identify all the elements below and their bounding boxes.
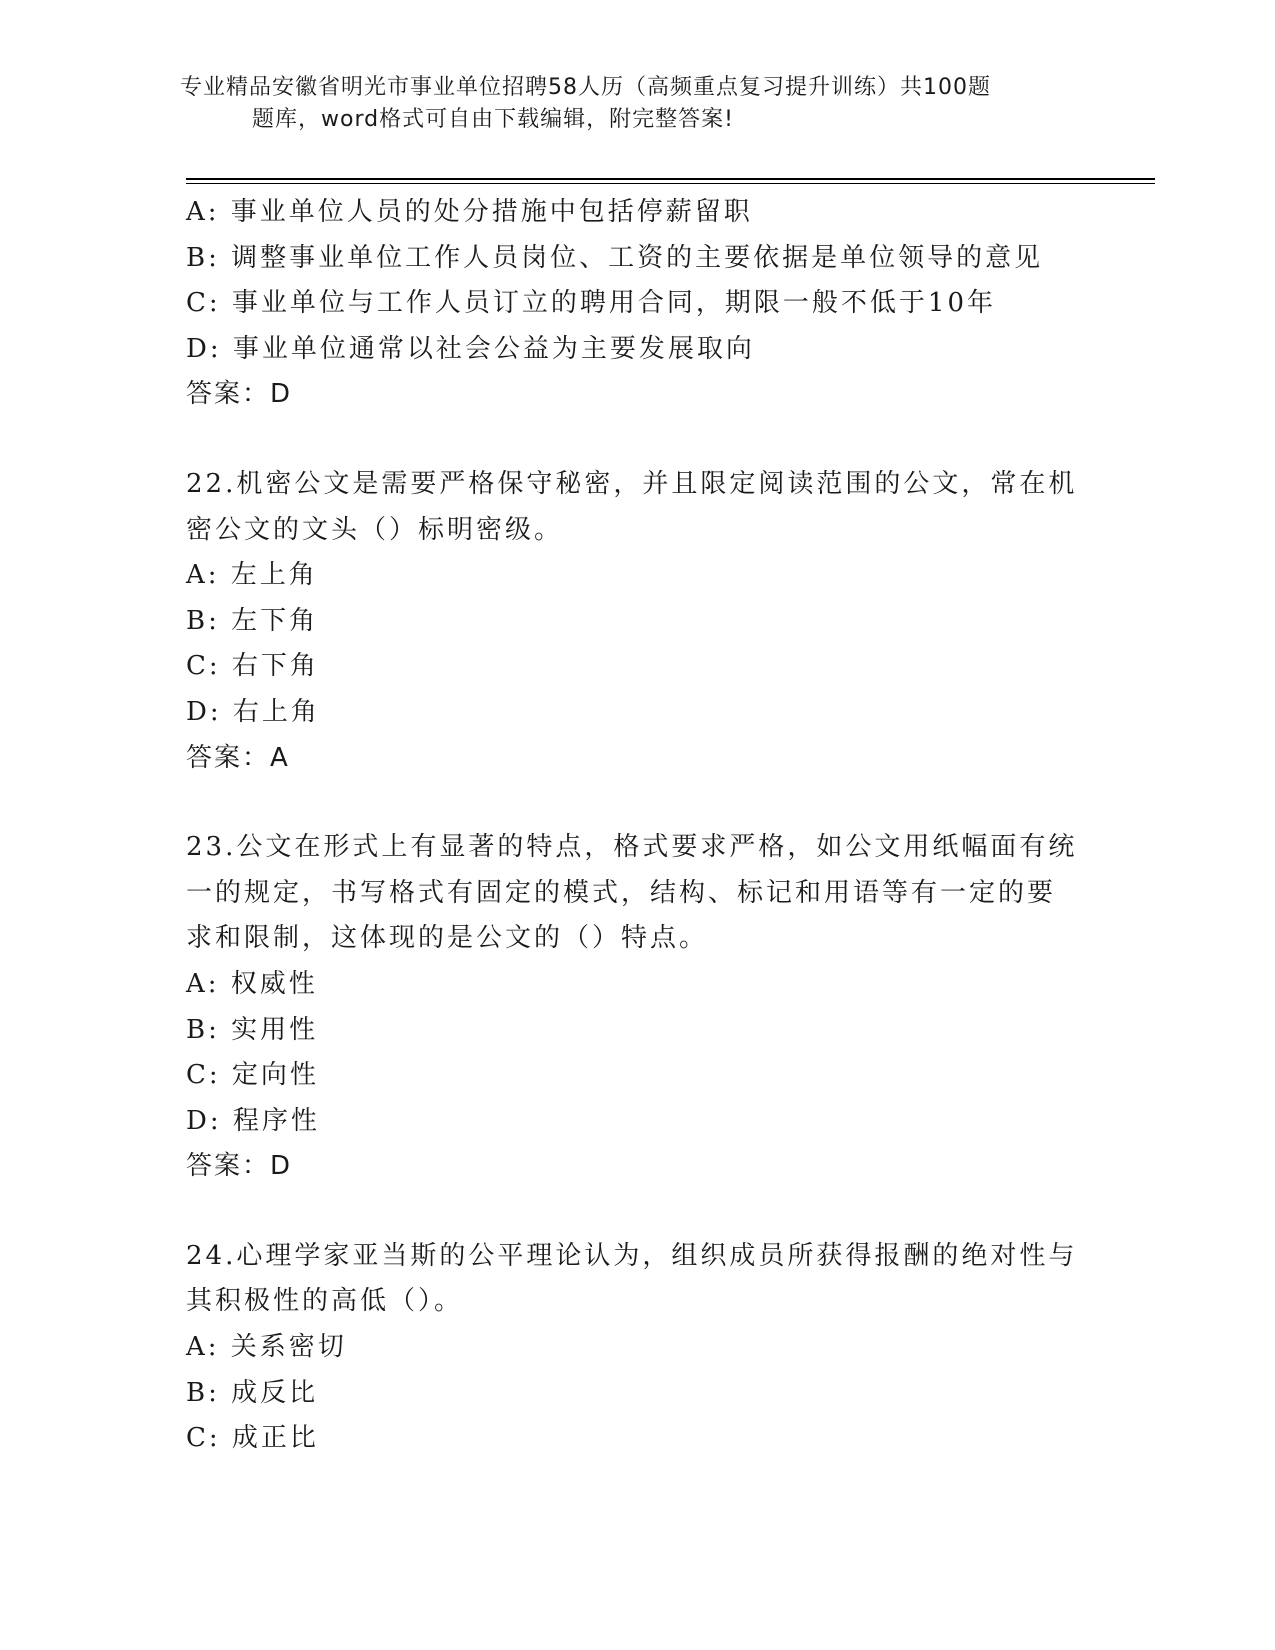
option-c: C: 事业单位与工作人员订立的聘用合同，期限一般不低于10年 (186, 288, 997, 319)
question-stem-line: 23.公文在形式上有显著的特点，格式要求严格，如公文用纸幅面有统 (186, 832, 1078, 863)
question-gap (186, 1190, 1086, 1234)
option-a: A: 权威性 (186, 968, 318, 999)
question-content (186, 190, 1086, 1462)
option-d: D: 事业单位通常以社会公益为主要发展取向 (186, 333, 755, 364)
answer-line: 答案：D (186, 1151, 293, 1182)
question-21-block (186, 190, 1086, 418)
question-22-block (186, 462, 1086, 781)
option-a: A: 左上角 (186, 560, 318, 591)
question-stem-line: 求和限制，这体现的是公文的（）特点。 (186, 923, 709, 954)
question-24-block (186, 1234, 1086, 1462)
question-stem-line: 一的规定，书写格式有固定的模式，结构、标记和用语等有一定的要 (186, 877, 1057, 908)
option-a: A: 关系密切 (186, 1332, 347, 1363)
option-c: C: 右下角 (186, 651, 319, 682)
option-b: B: 左下角 (186, 605, 319, 636)
header-line-2: 题库，word格式可自由下载编辑，附完整答案! (252, 107, 734, 132)
option-b: B: 成反比 (186, 1377, 319, 1408)
option-b: B: 调整事业单位工作人员岗位、工资的主要依据是单位领导的意见 (186, 242, 1044, 273)
question-stem-line: 24.心理学家亚当斯的公平理论认为，组织成员所获得报酬的绝对性与 (186, 1240, 1078, 1271)
option-b: B: 实用性 (186, 1014, 319, 1045)
header-rule-thin (186, 183, 1155, 184)
question-23-block (186, 825, 1086, 1190)
option-c: C: 定向性 (186, 1060, 319, 1091)
header-rule-thick (186, 178, 1155, 180)
question-gap (186, 781, 1086, 825)
question-stem-line: 密公文的文头（）标明密级。 (186, 514, 564, 545)
option-d: D: 右上角 (186, 696, 320, 727)
answer-line: 答案：D (186, 379, 293, 410)
question-stem-line: 其积极性的高低（）。 (186, 1286, 464, 1317)
question-stem-line: 22.机密公文是需要严格保守秘密，并且限定阅读范围的公文，常在机 (186, 468, 1078, 499)
option-d: D: 程序性 (186, 1105, 320, 1136)
option-c: C: 成正比 (186, 1423, 319, 1454)
question-gap (186, 418, 1086, 462)
answer-line: 答案：A (186, 742, 290, 773)
header-line-1: 专业精品安徽省明光市事业单位招聘58人历（高频重点复习提升训练）共100题 (180, 75, 991, 100)
option-a: A: 事业单位人员的处分措施中包括停薪留职 (186, 197, 753, 227)
document-header (180, 72, 1060, 136)
